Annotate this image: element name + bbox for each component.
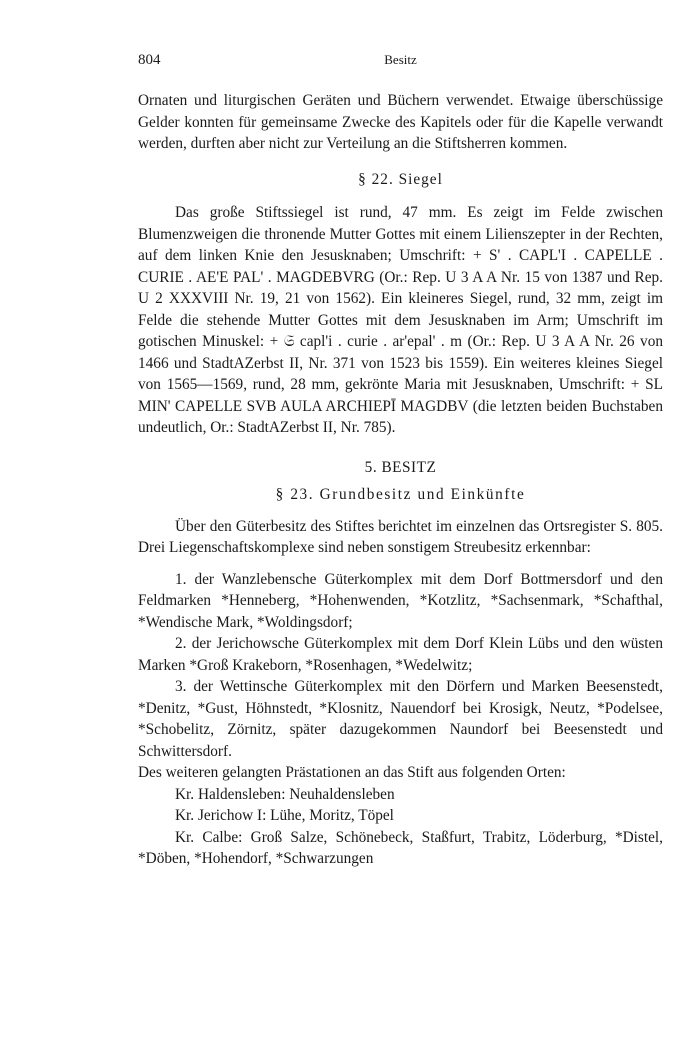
section-heading-siegel: § 22. Siegel xyxy=(358,170,443,188)
running-head: Besitz xyxy=(384,52,417,67)
place-list-item: Kr. Haldensleben: Neuhaldensleben xyxy=(175,785,395,803)
page-header xyxy=(138,52,663,74)
paragraph-siegel: Das große Stiftssiegel ist rund, 47 mm. Es zeigt im Felde zwischen Blumenzweigen die thronende Mutter Gottes mit einem Lilienszepter in der Rechten, auf dem linken Knie den Jesusknaben; Umschrift: + S' . CAPL'I . CAPELLE . CURIE . AE'E PAL' . MAGDEBVRG (Or.: Rep. U 3 A A Nr. 15 von 1387 und Rep. U 2 XXXVIII Nr. 19, 21 von 1562). Ein kleineres Siegel, rund, 32 mm, zeigt im Felde die stehende Mutter Gottes mit dem Jesusknaben im Arm; Umschrift im gotischen Minuskel: + 𝔖 capl'i . curie . ar'epal' . m (Or.: Rep. U 3 A A Nr. 26 von 1466 und StadtAZerbst II, Nr. 371 von 1523 bis 1559). Ein weiteres kleines Siegel von 1565—1569, rund, 28 mm, gekrönte Maria mit Jesusknaben, Umschrift: + SL MIN' CAPELLE SVB AULA ARCHIEPĪ MAGDBV (die letzten beiden Buchstaben undeutlich, Or.: StadtAZerbst II, Nr. 785). xyxy=(138,204,663,436)
paragraph-grundbesitz: Über den Güterbesitz des Stiftes berichtet im einzelnen das Ortsregister S. 805. Drei Liegenschaftskomplexe sind neben sonstigem Streubesitz erkennbar: xyxy=(138,517,663,556)
estate-list xyxy=(138,569,663,763)
section-heading-grundbesitz: § 23. Grundbesitz und Einkünfte xyxy=(275,486,526,503)
place-list-item: Kr. Jerichow I: Lühe, Moritz, Töpel xyxy=(175,807,394,824)
page-body xyxy=(138,90,663,870)
list-item: 3. der Wettinsche Güterkomplex mit den Dörfern und Marken Beesenstedt, *Denitz, *Gust, Höhnstedt, *Klosnitz, Nauendorf bei Krosigk, Neutz, *Podelsee, *Schobelitz, Zörnitz, später dazugekommen Naundorf bei Beesenstedt und Schwittersdorf. xyxy=(138,678,663,760)
list-item: 2. der Jerichowsche Güterkomplex mit dem Dorf Klein Lübs und den wüsten Marken *Groß Krakeborn, *Rosenhagen, *Wedelwitz; xyxy=(138,635,663,674)
place-list-item: Kr. Calbe: Groß Salze, Schönebeck, Staßfurt, Trabitz, Löderburg, *Distel, *Döben, *Hohendorf, *Schwarzungen xyxy=(138,828,663,867)
page-number: 804 xyxy=(138,52,161,68)
paragraph-praestationen: Des weiteren gelangten Prästationen an das Stift aus folgenden Orten: xyxy=(138,764,566,781)
list-item: 1. der Wanzlebensche Güterkomplex mit dem Dorf Bottmersdorf und den Feldmarken *Henneberg, *Hohenwenden, *Kotzlitz, *Sachsenmark, *Schafthal, *Wendische Mark, *Woldingsdorf; xyxy=(138,570,663,631)
paragraph-intro: Ornaten und liturgischen Geräten und Büchern verwendet. Etwaige überschüssige Gelder konnten für gemeinsame Zwecke des Kapitels oder für die Kapelle verwandt werden, durften aber nicht zur Verteilung an die Stiftsherren kommen. xyxy=(138,92,663,152)
chapter-heading-besitz: 5. BESITZ xyxy=(364,458,437,476)
